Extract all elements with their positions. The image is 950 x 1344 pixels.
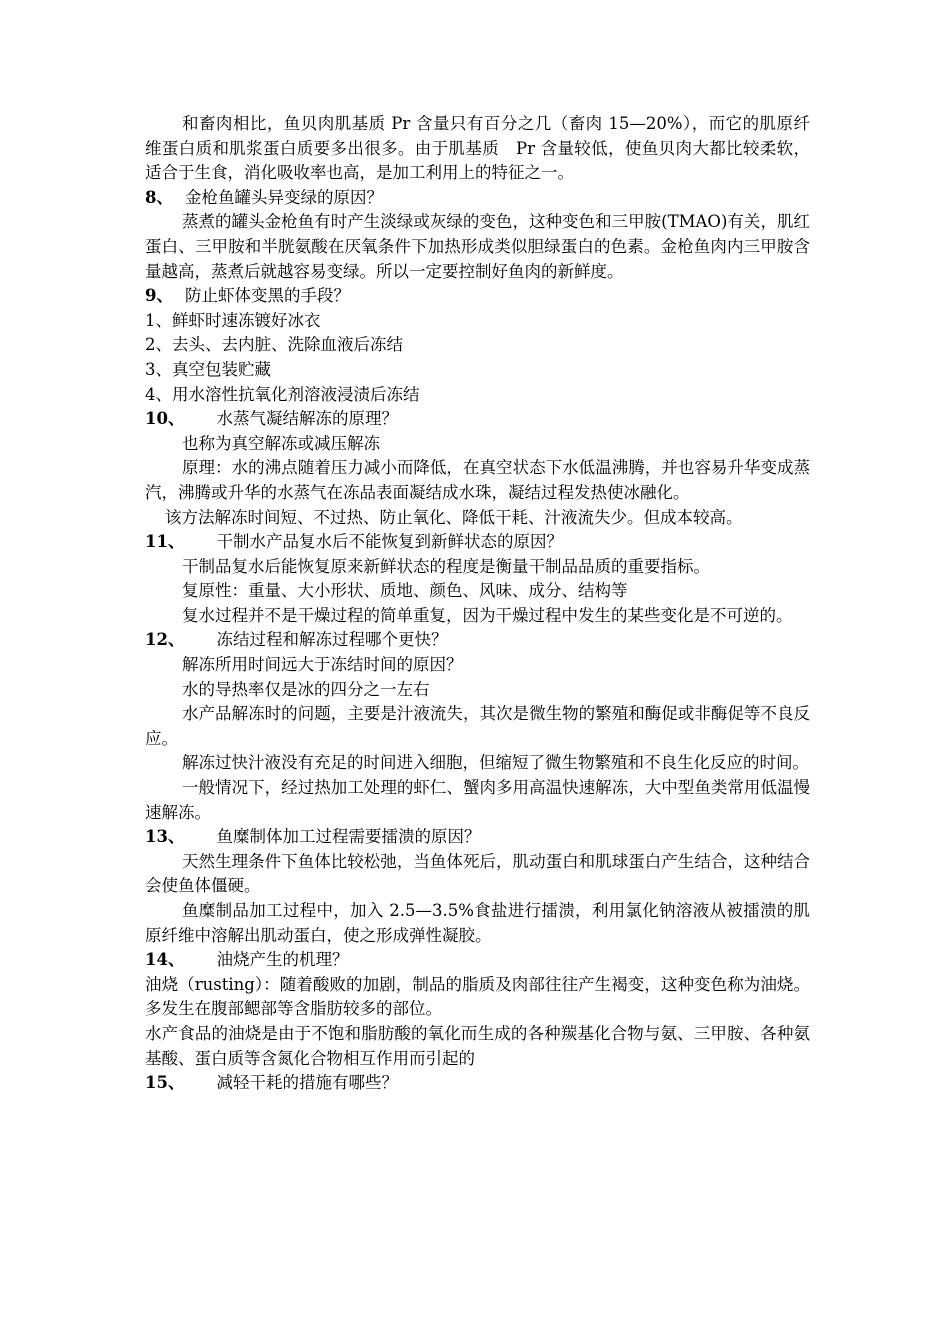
paragraph: 解冻过快汁液没有充足的时间进入细胞，但缩短了微生物繁殖和不良生化反应的时间。 [182, 753, 809, 773]
document-page [145, 112, 810, 1096]
heading-number: 10、 [145, 409, 185, 429]
paragraph: 该方法解冻时间短、不过热、防止氧化、降低干耗、汁液流失少。但成本较高。 [165, 507, 743, 527]
heading-number: 14、 [145, 950, 185, 970]
heading-text: 水蒸气凝结解冻的原理？ [216, 409, 398, 429]
list-item: 4、用水溶性抗氧化剂溶液浸渍后冻结 [145, 384, 420, 404]
paragraph: 天然生理条件下鱼体比较松弛，当鱼体死后，肌动蛋白和肌球蛋白产生结合，这种结合会使鱼体僵硬。 [145, 851, 810, 896]
heading-text: 金枪鱼罐头异变绿的原因？ [184, 187, 383, 207]
paragraph: 原理：水的沸点随着压力减小而降低，在真空状态下水低温沸腾，并也容易升华变成蒸汽，沸腾或升华的水蒸气在冻品表面凝结成水珠，凝结过程发热使冰融化。 [145, 458, 810, 502]
paragraph: 解冻所用时间远大于冻结时间的原因？ [182, 655, 463, 675]
heading-text: 油烧产生的机理？ [216, 950, 349, 970]
heading-9 [145, 284, 810, 309]
heading-11 [145, 530, 810, 555]
heading-number: 9、 [145, 286, 173, 306]
paragraph: 水产食品的油烧是由于不饱和脂肪酸的氧化而生成的各种羰基化合物与氨、三甲胺、各种氨基酸、蛋白质等含氮化合物相互作用而引起的 [145, 1023, 810, 1068]
heading-number: 12、 [145, 630, 185, 650]
paragraph: 干制品复水后能恢复原来新鲜状态的程度是衡量干制品品质的重要指标。 [182, 556, 710, 576]
paragraph: 鱼糜制品加工过程中，加入 2.5—3.5%食盐进行擂溃，利用氯化钠溶液从被擂溃的肌原纤维中溶解出肌动蛋白，使之形成弹性凝胶。 [145, 901, 810, 945]
heading-text: 鱼糜制体加工过程需要擂溃的原因？ [216, 827, 481, 847]
heading-number: 15、 [145, 1073, 185, 1093]
heading-10 [145, 407, 810, 432]
paragraph-intro: 和畜肉相比，鱼贝肉肌基质 Pr 含量只有百分之几（畜肉 15—20%），而它的肌原纤维蛋白质和肌浆蛋白质要多出很多。由于肌基质 Pr 含量较低，使鱼贝肉大都比较柔软，适合于生食，消化吸收率也高，是加工利用上的特征之一。 [145, 114, 810, 183]
heading-text: 减轻干耗的措施有哪些？ [216, 1073, 398, 1093]
paragraph: 油烧（rusting）：随着酸败的加剧，制品的脂质及肉部往往产生褐变，这种变色称为油烧。多发生在腹部鳃部等含脂肪较多的部位。 [145, 974, 810, 1019]
paragraph: 水产品解冻时的问题，主要是汁液流失，其次是微生物的繁殖和酶促或非酶促等不良反应。 [145, 704, 810, 748]
heading-text: 冻结过程和解冻过程哪个更快？ [216, 630, 448, 650]
heading-number: 11、 [145, 532, 185, 552]
paragraph: 复原性：重量、大小形状、质地、颜色、风味、成分、结构等 [182, 581, 628, 601]
paragraph: 复水过程并不是干燥过程的简单重复，因为干燥过程中发生的某些变化是不可逆的。 [182, 605, 793, 625]
heading-number: 13、 [145, 827, 185, 847]
heading-text: 干制水产品复水后不能恢复到新鲜状态的原因？ [216, 532, 563, 552]
heading-text: 防止虾体变黑的手段？ [184, 286, 350, 306]
heading-13 [145, 825, 810, 850]
paragraph: 一般情况下，经过热加工处理的虾仁、蟹肉多用高温快速解冻，大中型鱼类常用低温慢速解冻。 [145, 778, 810, 822]
paragraph: 也称为真空解冻或减压解冻 [182, 433, 380, 453]
heading-12 [145, 628, 810, 653]
paragraph: 蒸煮的罐头金枪鱼有时产生淡绿或灰绿的变色，这种变色和三甲胺(TMAO)有关，肌红蛋白、三甲胺和半胱氨酸在厌氧条件下加热形成类似胆绿蛋白的色素。金枪鱼肉内三甲胺含量越高，蒸煮后就越容易变绿。所以一定要控制好鱼肉的新鲜度。 [145, 212, 810, 281]
list-item: 1、鲜虾时速冻镀好冰衣 [145, 310, 321, 330]
heading-8 [145, 186, 810, 211]
list-item: 3、真空包装贮藏 [145, 359, 271, 379]
heading-number: 8、 [145, 187, 173, 207]
heading-15 [145, 1071, 810, 1096]
paragraph: 水的导热率仅是冰的四分之一左右 [182, 679, 430, 699]
heading-14 [145, 948, 810, 973]
list-item: 2、去头、去内脏、洗除血液后冻结 [145, 335, 403, 355]
